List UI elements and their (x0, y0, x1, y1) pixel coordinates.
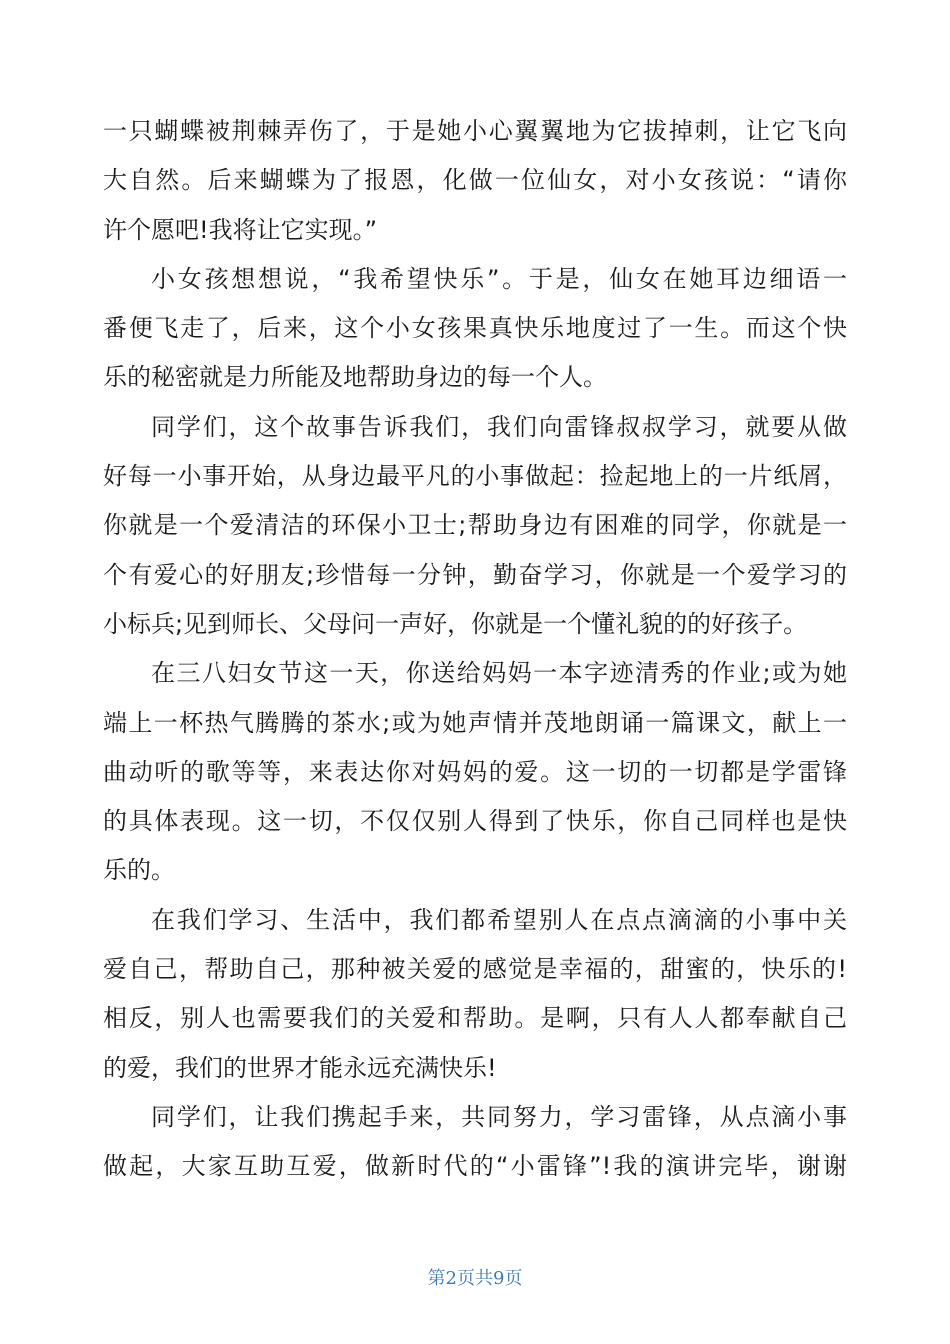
text-line: 的具体表现。这一切，不仅仅别人得到了快乐，你自己同样也是快 (103, 807, 847, 836)
paragraph (103, 1093, 847, 1192)
text-line: 做起，大家互助互爱，做新时代的“小雷锋”!我的演讲完毕，谢谢 (103, 1152, 847, 1181)
text-line: 一只蝴蝶被荆棘弄伤了，于是她小心翼翼地为它拔掉刺，让它飞向 (103, 117, 847, 145)
text-line: 小女孩想想说，“我希望快乐”。于是，仙女在她耳边细语一 (151, 264, 847, 293)
text-line: 个有爱心的好朋友;珍惜每一分钟，勤奋学习，你就是一个爱学习的 (103, 560, 847, 589)
paragraph (103, 649, 847, 895)
text-line: 乐的。 (103, 856, 175, 885)
text-line: 小标兵;见到师长、父母问一声好，你就是一个懂礼貌的的好孩子。 (103, 609, 808, 638)
text-line: 好每一小事开始，从身边最平凡的小事做起：捡起地上的一片纸屑， (103, 462, 847, 491)
paragraph (103, 255, 847, 403)
text-line: 同学们，这个故事告诉我们，我们向雷锋叔叔学习，就要从做 (151, 412, 847, 441)
paragraph (103, 107, 847, 255)
text-line: 在我们学习、生活中，我们都希望别人在点点滴滴的小事中关 (151, 905, 847, 934)
paragraph (103, 403, 847, 649)
text-line: 你就是一个爱清洁的环保小卫士;帮助身边有困难的同学，你就是一 (103, 511, 847, 540)
paragraph (103, 896, 847, 1093)
text-line: 在三八妇女节这一天，你送给妈妈一本字迹清秀的作业;或为她 (151, 659, 847, 688)
text-line: 许个愿吧!我将让它实现。” (103, 215, 378, 244)
page-number-footer: 第2页共9页 (427, 1268, 523, 1289)
text-line: 端上一杯热气腾腾的茶水;或为她声情并茂地朗诵一篇课文，献上一 (103, 708, 847, 737)
text-line: 番便飞走了，后来，这个小女孩果真快乐地度过了一生。而这个快 (103, 314, 847, 343)
document-body (103, 107, 847, 1192)
text-line: 的爱，我们的世界才能永远充满快乐! (103, 1053, 497, 1082)
text-line: 同学们，让我们携起手来，共同努力，学习雷锋，从点滴小事 (151, 1102, 847, 1131)
text-line: 曲动听的歌等等，来表达你对妈妈的爱。这一切的一切都是学雷锋 (103, 757, 847, 786)
text-line: 乐的秘密就是力所能及地帮助身边的每一个人。 (103, 363, 607, 392)
text-line: 相反，别人也需要我们的关爱和帮助。是啊，只有人人都奉献自己 (103, 1004, 847, 1033)
text-line: 爱自己，帮助自己，那种被关爱的感觉是幸福的，甜蜜的，快乐的! (103, 955, 847, 984)
text-line: 大自然。后来蝴蝶为了报恩，化做一位仙女，对小女孩说：“请你 (103, 166, 847, 195)
